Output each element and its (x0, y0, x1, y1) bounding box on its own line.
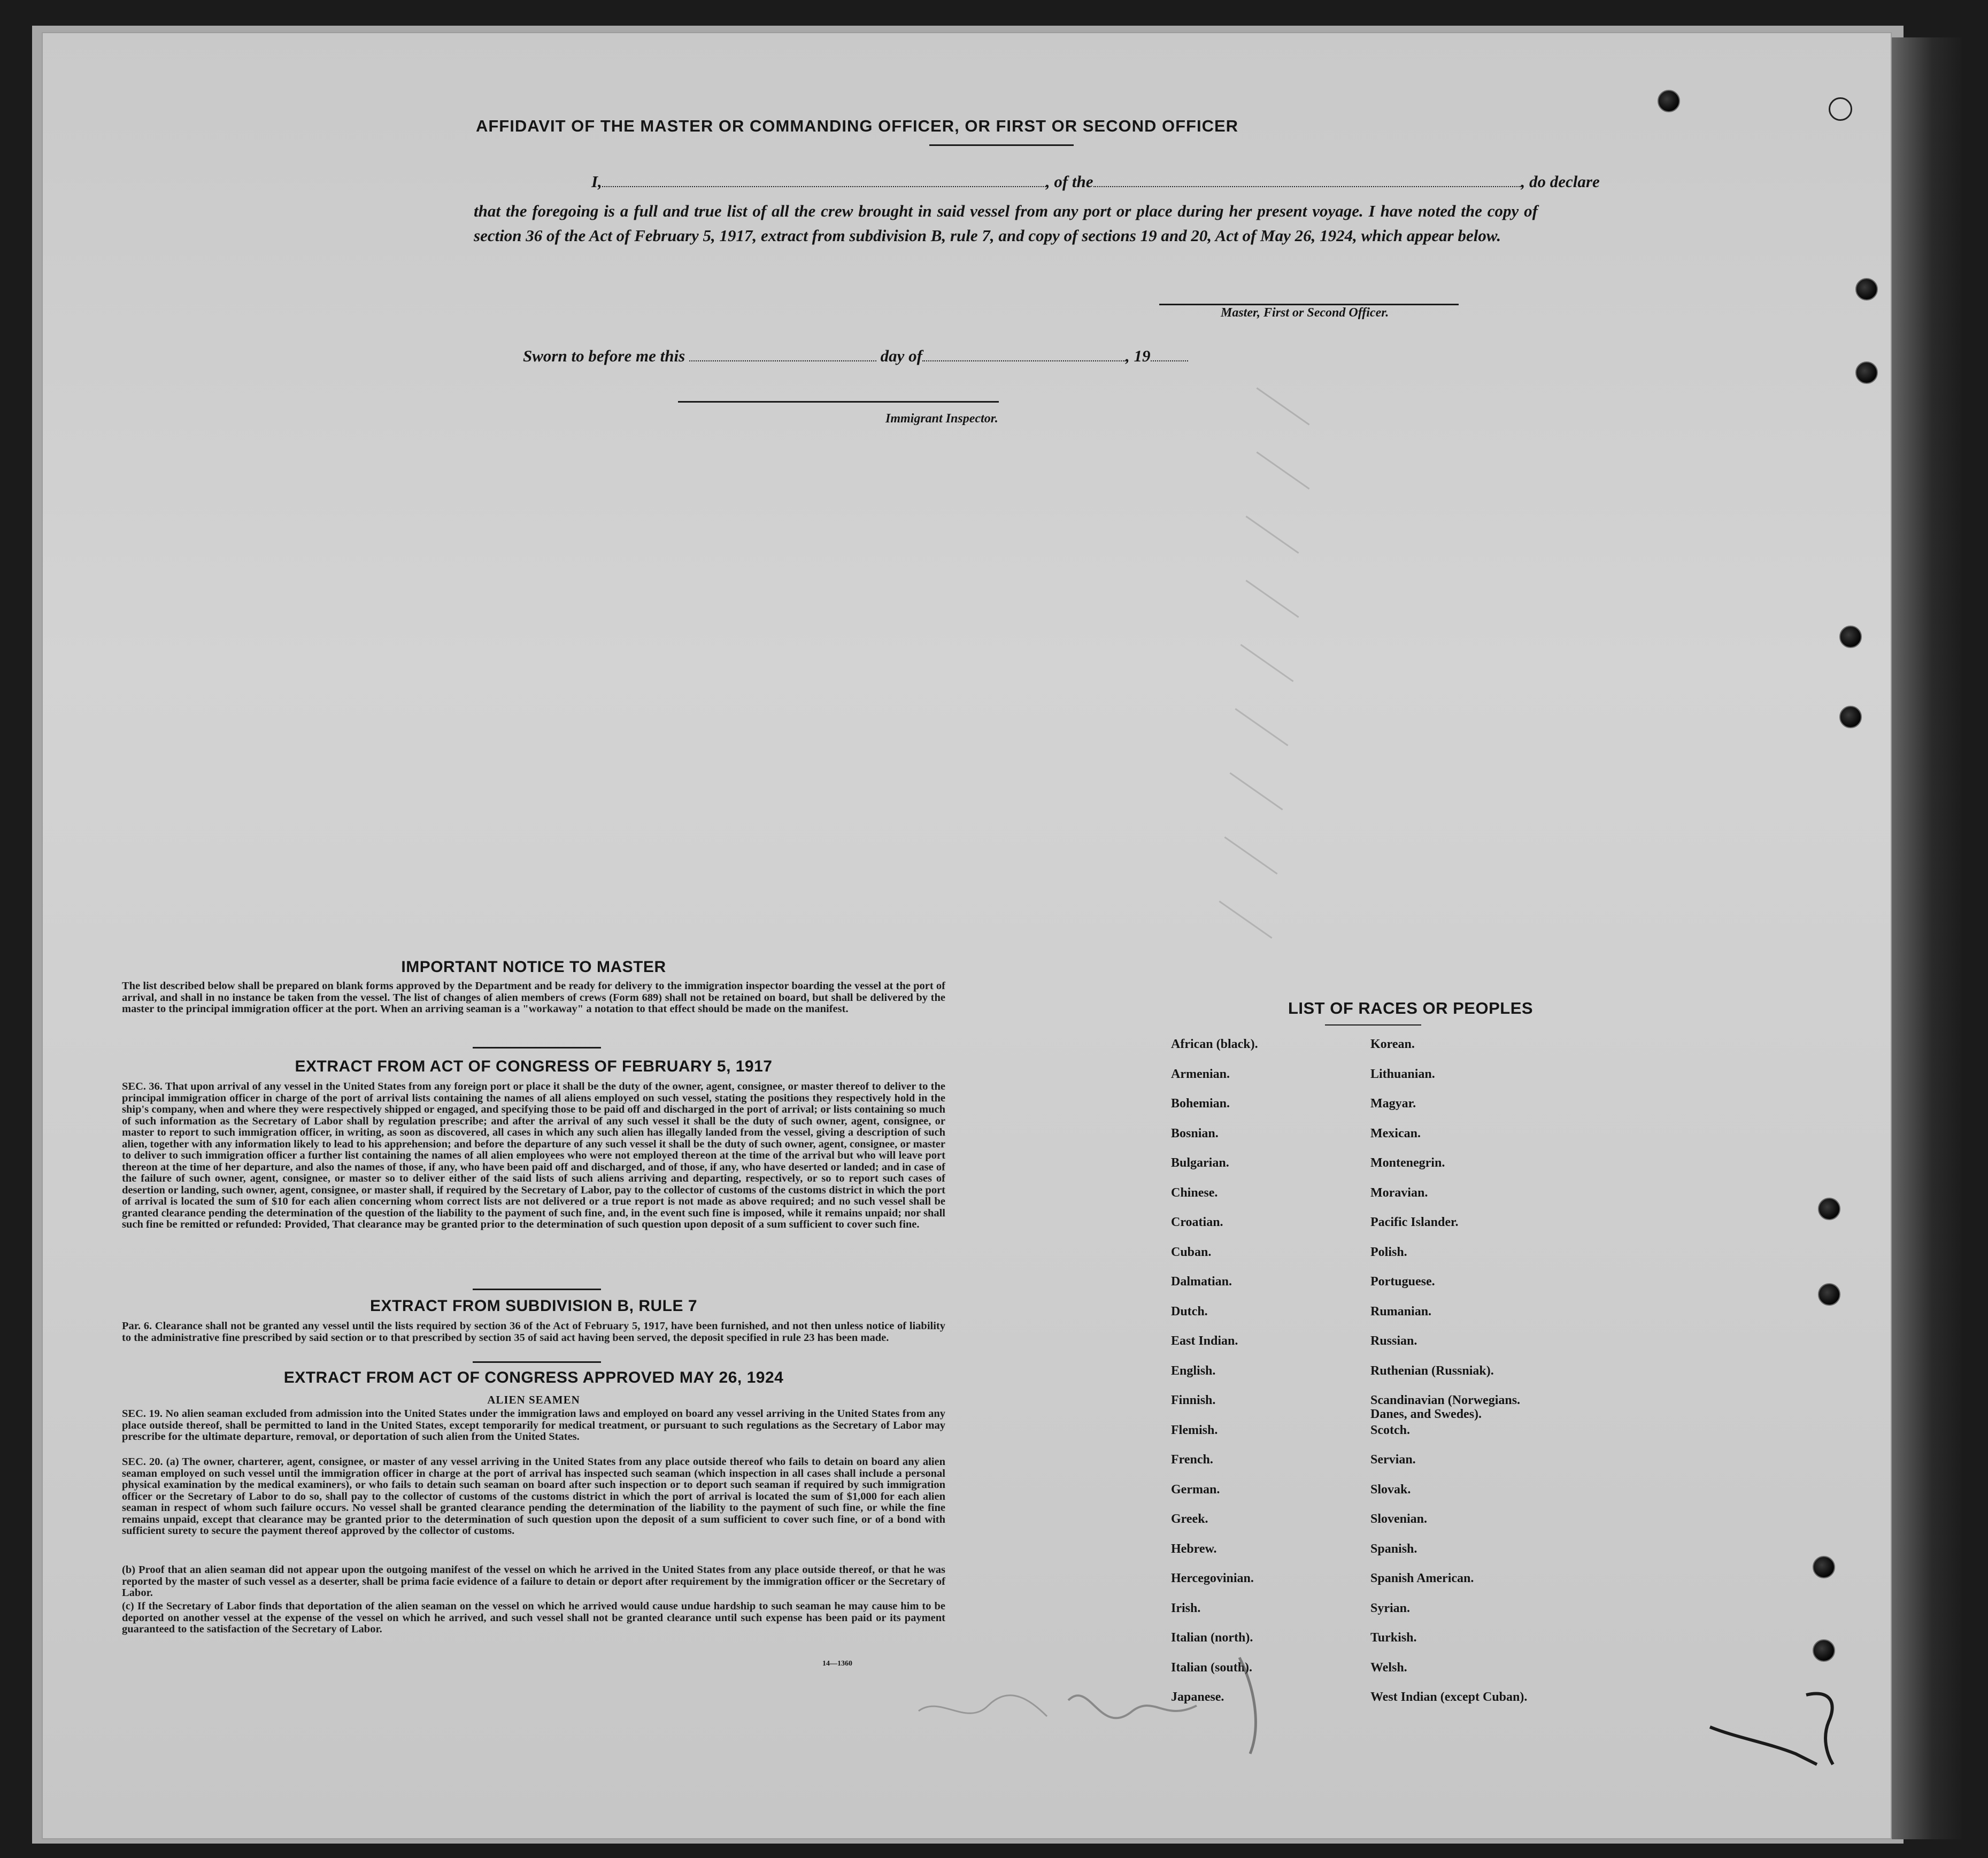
declarant-name-field[interactable] (602, 186, 1046, 187)
sworn-year-field[interactable] (1151, 360, 1188, 361)
race-item: Chinese. (1171, 1186, 1218, 1200)
affidavit-declaration-line (591, 172, 1600, 191)
race-item: English. (1171, 1364, 1216, 1378)
race-item: Syrian. (1370, 1601, 1411, 1615)
scan-streak (1224, 836, 1277, 874)
race-item: Pacific Islander. (1370, 1215, 1459, 1229)
race-item: Portuguese. (1370, 1275, 1435, 1289)
race-item: Ruthenian (Russniak). (1370, 1364, 1494, 1378)
extract-1924-title: EXTRACT FROM ACT OF CONGRESS APPROVED MAY 26, 1924 (283, 1369, 784, 1386)
sworn-prefix: Sworn to before me this (523, 346, 685, 365)
punch-hole (1829, 97, 1852, 121)
master-signature-line[interactable] (1159, 304, 1459, 305)
races-divider (1325, 1024, 1421, 1026)
notice-body: The list described below shall be prepared on blank forms approved by the Department and be ready for delivery to the immigration inspector boarding the vessel at the port of arrival, and shall in no instance be taken from the vessel. The list of changes of alien members of crews (Form 689) shall not be retained on board, but shall be delivered by the master to the principal immigration officer at the port. When an arriving seaman is a "workaway" a notation to that effect should be made on the manifest. (122, 980, 945, 1015)
punch-hole (1839, 626, 1862, 648)
extract-rule7-body: Par. 6. Clearance shall not be granted any vessel until the lists required by section 36 of the Act of February 5, 1917, have been furnished, and not then unless notice of liability to the administrative fine prescribed by said section or to that prescribed by section 35 of said act having been served, the deposit specified in rule 23 has been made. (122, 1320, 945, 1344)
race-item: Cuban. (1171, 1245, 1212, 1259)
race-item: Finnish. (1171, 1393, 1216, 1407)
punch-hole (1813, 1639, 1835, 1662)
punch-hole (1818, 1283, 1840, 1306)
form-number: 14—1360 (822, 1660, 852, 1668)
master-signature-caption: Master, First or Second Officer. (1221, 306, 1389, 320)
race-item: Italian (south). (1171, 1661, 1253, 1675)
race-item: Irish. (1171, 1601, 1201, 1615)
race-item: Hercegovinian. (1171, 1571, 1254, 1585)
scan-streak (1256, 387, 1309, 425)
sworn-line (523, 346, 1188, 366)
declaration-of-the: , of the (1045, 172, 1093, 191)
race-item: Welsh. (1370, 1661, 1407, 1675)
extract-1917-title: EXTRACT FROM ACT OF CONGRESS OF FEBRUARY 5, 1917 (295, 1058, 773, 1075)
declaration-i: I, (591, 172, 602, 191)
race-item: Bosnian. (1171, 1127, 1219, 1140)
race-item: Montenegrin. (1370, 1156, 1445, 1170)
sworn-day-field[interactable] (689, 360, 876, 361)
race-item: African (black). (1171, 1037, 1258, 1051)
race-item: Bulgarian. (1171, 1156, 1229, 1170)
race-item: Turkish. (1370, 1631, 1417, 1645)
punch-hole (1855, 361, 1878, 384)
vessel-name-field[interactable] (1093, 186, 1521, 187)
scan-streak (1235, 708, 1288, 746)
extract-rule7-title: EXTRACT FROM SUBDIVISION B, RULE 7 (369, 1297, 698, 1315)
race-item: French. (1171, 1453, 1213, 1467)
race-item: German. (1171, 1483, 1220, 1497)
race-item: Moravian. (1370, 1186, 1428, 1200)
race-item: Hebrew. (1171, 1542, 1217, 1556)
section-divider (473, 1361, 601, 1363)
punch-hole (1839, 706, 1862, 728)
sworn-month-field[interactable] (922, 360, 1126, 361)
handwritten-scrawl (908, 1647, 1282, 1764)
punch-hole (1658, 90, 1680, 112)
race-item: Spanish American. (1370, 1571, 1474, 1585)
race-item: Lithuanian. (1370, 1067, 1435, 1081)
affidavit-title: AFFIDAVIT OF THE MASTER OR COMMANDING OFFICER, OR FIRST OR SECOND OFFICER (475, 117, 1239, 135)
adjacent-page-edge (1887, 37, 1962, 1839)
race-item: Slovenian. (1370, 1512, 1428, 1526)
race-item: Magyar. (1370, 1097, 1416, 1111)
race-item: Danes, and Swedes). (1370, 1407, 1482, 1421)
scan-streak (1245, 515, 1299, 553)
sec20b-body: (b) Proof that an alien seaman did not appear upon the outgoing manifest of the vessel on which he arrived in the United States from any place outside thereof, or that he was reported by the master of such vessel as a deserter, shall be prima facie evidence of a failure to detain or deport after requirement by the immigration officer or the Secretary of Labor. (122, 1564, 945, 1599)
alien-seamen-subtitle: ALIEN SEAMEN (487, 1393, 580, 1406)
race-item: Dalmatian. (1171, 1275, 1232, 1289)
document-page (42, 32, 1892, 1839)
race-item: Bohemian. (1171, 1097, 1230, 1111)
race-item: Japanese. (1171, 1690, 1224, 1704)
race-item: Russian. (1370, 1334, 1417, 1348)
sworn-year-prefix: , 19 (1126, 346, 1151, 365)
sec19-body: SEC. 19. No alien seaman excluded from admission into the United States under the immigration laws and employed on board any vessel arriving in the United States from any place outside thereof, shall be permitted to land in the United States, except temporarily for medical treatment, or pursuant to such regulations as the Secretary of Labor may prescribe for the ultimate departure, removal, or deportation of such alien from the United States. (122, 1408, 945, 1443)
race-item: Slovak. (1370, 1483, 1411, 1497)
section-divider (473, 1289, 601, 1290)
handwritten-mark (1689, 1663, 1860, 1780)
races-title: LIST OF RACES OR PEOPLES (1288, 999, 1534, 1017)
sec20c-body: (c) If the Secretary of Labor finds that deportation of the alien seaman on the vessel on which he arrived would cause undue hardship to such seaman he may cause him to be deported on another vessel at the expense of the vessel on which he arrived, and such vessel shall not be granted clearance until such expense has been paid or its payment guaranteed to the satisfaction of the Secretary of Labor. (122, 1600, 945, 1635)
punch-hole (1818, 1198, 1840, 1220)
inspector-caption: Immigrant Inspector. (885, 412, 998, 426)
scan-streak (1219, 900, 1272, 938)
race-item: Rumanian. (1370, 1305, 1432, 1319)
sworn-day-of: day of (880, 346, 922, 365)
race-item: East Indian. (1171, 1334, 1238, 1348)
title-divider (929, 144, 1074, 146)
inspector-signature-line[interactable] (678, 401, 999, 403)
declaration-declare: , do declare (1521, 172, 1600, 191)
affidavit-body: that the foregoing is a full and true list of all the crew brought in said vessel from any port or place during her present voyage. I have noted the copy of section 36 of the Act of February 5, 1917, extract from subdivision B, rule 7, and copy of sections 19 and 20, Act of May 26, 1924, which appear below. (474, 202, 1538, 245)
race-item: Croatian. (1171, 1215, 1223, 1229)
scan-streak (1245, 580, 1299, 618)
race-item: Greek. (1171, 1512, 1208, 1526)
race-item: Scotch. (1370, 1423, 1410, 1437)
section-divider (473, 1047, 601, 1049)
scan-streak (1256, 451, 1309, 489)
race-item: Servian. (1370, 1453, 1416, 1467)
race-item: Scandinavian (Norwegians. (1370, 1393, 1521, 1407)
race-item: Armenian. (1171, 1067, 1230, 1081)
race-item: Flemish. (1171, 1423, 1218, 1437)
scan-streak (1229, 772, 1283, 810)
race-item: Spanish. (1370, 1542, 1417, 1556)
race-item: Polish. (1370, 1245, 1407, 1259)
extract-1917-body: SEC. 36. That upon arrival of any vessel in the United States from any foreign port or place it shall be the duty of the owner, agent, consignee, or master thereof to deliver to the principal immigration officer in charge of the port of arrival lists containing the names of all aliens employed on such vessel, stating the positions they respectively hold in the ship's company, when and where they were respectively shipped or engaged, and specifying those to be paid off and discharged in the port of arrival; or lists containing so much of such information as the Secretary of Labor shall by regulation prescribe; and after the arrival of any such vessel it shall be the duty of such owner, agent, consignee, or master to report to such immigration officer, in writing, as soon as discovered, all cases in which any such alien has illegally landed from the vessel, giving a description of such alien, together with any information likely to lead to his apprehension; and before the departure of any such vessel it shall be the duty of such owner, agent, consignee, or master to deliver to such immigration officer a further list containing the names of all alien employees who were not employed thereon at the time of the arrival but who will leave port thereon at the time of her departure, and also the names of those, if any, who have been paid off and discharged, and of those, if any, who have deserted or landed; and in case of the failure of such owner, agent, consignee, or master so to deliver either of the said lists of such aliens arriving and departing, respectively, or so to report such cases of desertion or landing, such owner, agent, consignee, or master shall, if required by the Secretary of Labor, pay to the collector of customs of the customs district in which the port of arrival is located the sum of $10 for each alien concerning whom correct lists are not delivered or a true report is not made as above required; and no such vessel shall be granted clearance pending the determination of the question of the liability to the payment of such fine, and, in the event such fine is imposed, while it remains unpaid; nor shall such fine be remitted or refunded: Provided, That clearance may be granted prior to the determination of such question upon deposit of a sum sufficient to cover such fine. (122, 1081, 945, 1230)
notice-title: IMPORTANT NOTICE TO MASTER (401, 958, 666, 976)
race-item: Mexican. (1370, 1127, 1421, 1140)
scan-streak (1240, 644, 1293, 682)
punch-hole (1813, 1556, 1835, 1578)
race-item: West Indian (except Cuban). (1370, 1690, 1528, 1704)
race-item: Korean. (1370, 1037, 1415, 1051)
sec20a-body: SEC. 20. (a) The owner, charterer, agent, consignee, or master of any vessel arriving in the United States from any place outside thereof who fails to detain on board any alien seaman employed on such vessel until the immigration officer in charge at the port of arrival has inspected such seaman (which inspection in all cases shall include a personal physical examination by the medical examiners), or who fails to detain such seaman on board after such inspection or to deport such seaman if required by such immigration officer or the Secretary of Labor to do so, shall pay to the collector of customs of the customs district in which the port of arrival is located the sum of $1,000 for each alien seaman in respect of whom such failure occurs. No vessel shall be granted clearance pending the determination of the liability to the payment of such fine, or while the fine remains unpaid, except that clearance may be granted prior to the determination of such question upon the deposit of a sum sufficient to cover such fine, or of a bond with sufficient surety to secure the payment thereof approved by the collector of customs. (122, 1456, 945, 1537)
race-item: Italian (north). (1171, 1631, 1253, 1645)
punch-hole (1855, 278, 1878, 300)
race-item: Dutch. (1171, 1305, 1208, 1319)
